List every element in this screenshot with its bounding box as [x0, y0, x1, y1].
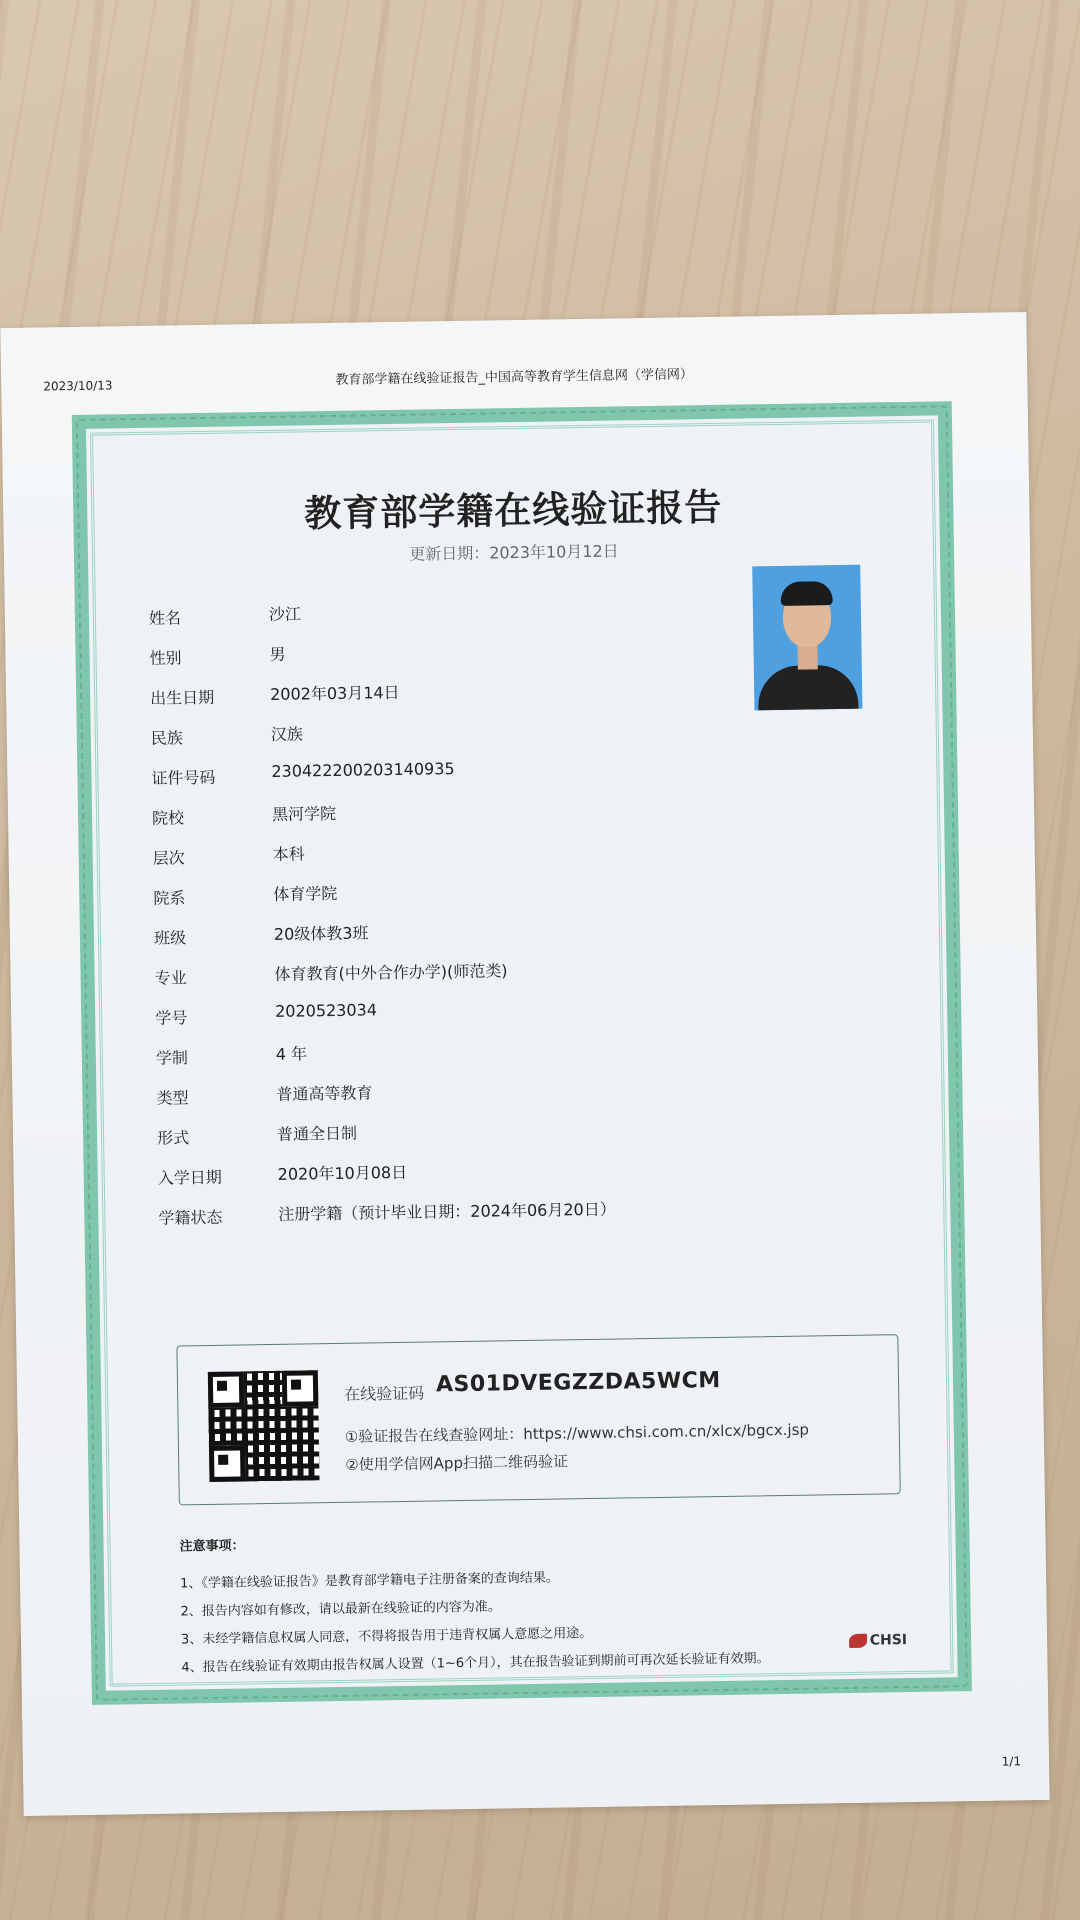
field-value: 20级体教3班	[273, 923, 369, 944]
field-row	[154, 906, 775, 956]
page-number: 1/1	[1001, 1754, 1022, 1769]
certificate-frame	[72, 401, 972, 1705]
chsi-logo-text: CHSI	[869, 1632, 908, 1649]
notes-section	[179, 1524, 901, 1684]
field-value: 2002年03月14日	[270, 682, 400, 704]
field-value: 本科	[272, 844, 305, 864]
notes-title: 注意事项：	[179, 1538, 245, 1555]
print-title: 教育部学籍在线验证报告_中国高等教育学生信息网（学信网）	[335, 367, 694, 388]
update-date: 更新日期：2023年10月12日	[409, 541, 619, 564]
field-value: 注册学籍（预计毕业日期：2024年06月20日）	[278, 1199, 616, 1224]
field-row	[149, 586, 770, 636]
portrait-photo	[752, 565, 862, 711]
field-row	[151, 746, 772, 796]
field-value: 普通高等教育	[276, 1083, 373, 1104]
field-row	[156, 1026, 777, 1076]
verify-url-line[interactable]: ①验证报告在线查验网址：https://www.chsi.com.cn/xlcx/bgcx.jsp	[344, 1420, 810, 1446]
field-row	[149, 626, 770, 676]
field-row	[150, 666, 771, 716]
note-item: 1、《学籍在线验证报告》是教育部学籍电子注册备案的查询结果。	[180, 1570, 559, 1592]
field-value: 2020523034	[274, 1000, 378, 1021]
field-row	[157, 1106, 778, 1156]
field-label: 入学日期	[157, 1167, 222, 1188]
field-label: 班级	[153, 928, 187, 948]
field-label: 证件号码	[151, 767, 216, 788]
field-value: 普通全日制	[276, 1123, 358, 1144]
field-label: 学籍状态	[158, 1207, 223, 1228]
report-sheet	[0, 312, 1049, 1816]
field-value: 体育学院	[273, 883, 338, 904]
verify-code-label: 在线验证码	[344, 1383, 425, 1404]
field-row	[152, 786, 773, 836]
field-label: 院系	[153, 888, 186, 908]
verify-code: AS01DVEGZZDA5WCM	[435, 1367, 721, 1398]
field-value: 230422200203140935	[271, 759, 455, 781]
print-date: 2023/10/13	[43, 378, 113, 394]
field-value: 4 年	[275, 1044, 308, 1064]
field-label: 民族	[150, 728, 183, 748]
field-label: 层次	[152, 848, 185, 868]
field-row	[154, 946, 775, 996]
field-row	[156, 1066, 777, 1116]
field-row	[157, 1146, 778, 1196]
field-label: 出生日期	[150, 687, 215, 708]
field-row	[153, 866, 774, 916]
field-label: 专业	[154, 968, 187, 988]
field-value: 汉族	[270, 724, 303, 744]
chsi-logo	[849, 1632, 908, 1649]
field-label: 类型	[156, 1088, 189, 1108]
field-value: 体育教育(中外合作办学)(师范类)	[274, 961, 508, 984]
field-label: 性别	[149, 648, 182, 668]
field-label: 形式	[156, 1128, 190, 1148]
field-row	[150, 706, 771, 756]
field-value: 2020年10月08日	[277, 1162, 408, 1184]
field-value: 男	[269, 644, 286, 664]
field-row	[158, 1186, 779, 1236]
field-label: 姓名	[148, 608, 182, 628]
note-item: 4、报告在线验证有效期由报告权属人设置（1~6个月），其在报告验证到期前可再次延长验证有效期。	[181, 1651, 770, 1676]
field-value: 沙江	[268, 604, 302, 624]
verify-app-line: ②使用学信网App扫描二维码验证	[345, 1452, 569, 1474]
note-item: 3、未经学籍信息权属人同意，不得将报告用于违背权属人意愿之用途。	[180, 1626, 593, 1648]
verification-box	[176, 1334, 900, 1505]
field-label: 学号	[155, 1008, 188, 1028]
report-title: 教育部学籍在线验证报告	[303, 485, 723, 536]
field-label: 学制	[155, 1048, 189, 1068]
note-item: 2、报告内容如有修改，请以最新在线验证的内容为准。	[180, 1599, 501, 1620]
qr-code-icon[interactable]	[208, 1370, 320, 1482]
field-row	[152, 826, 773, 876]
chsi-logo-icon	[849, 1634, 867, 1648]
field-row	[155, 986, 776, 1036]
field-value: 黑河学院	[271, 803, 337, 824]
field-label: 院校	[151, 808, 185, 828]
